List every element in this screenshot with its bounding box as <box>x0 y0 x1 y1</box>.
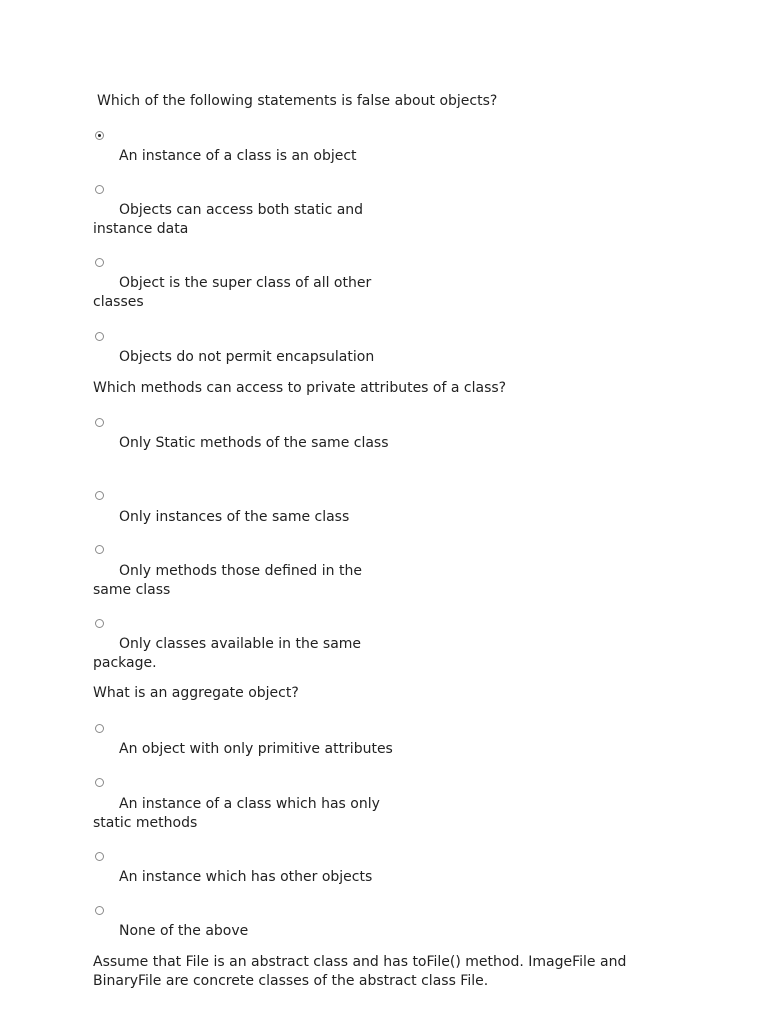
option-label: Objects do not permit encapsulation <box>119 349 375 365</box>
option-label: Object is the super class of all other classes <box>93 275 372 310</box>
radio-button[interactable] <box>95 418 104 427</box>
radio-button[interactable] <box>95 906 104 915</box>
option-label: An instance which has other objects <box>119 869 373 885</box>
option-label: Only classes available in the same package. <box>93 636 362 671</box>
radio-button[interactable] <box>95 724 104 733</box>
radio-button[interactable] <box>95 185 104 194</box>
radio-button-selected[interactable] <box>95 131 104 140</box>
radio-button[interactable] <box>95 778 104 787</box>
radio-button[interactable] <box>95 258 104 267</box>
option-label: An object with only primitive attributes <box>119 741 393 757</box>
option-label: An instance of a class which has only static methods <box>93 796 380 831</box>
question-4-text: Assume that File is an abstract class and has toFile() method. ImageFile and BinaryFile are concrete classes of the abstract class File. <box>93 954 627 989</box>
option-label: Only methods those defined in the same class <box>93 563 362 598</box>
option-label: Only Static methods of the same class <box>119 435 389 451</box>
question-2-text: Which methods can access to private attributes of a class? <box>93 380 507 396</box>
radio-button[interactable] <box>95 852 104 861</box>
radio-button[interactable] <box>95 332 104 341</box>
question-3-text: What is an aggregate object? <box>93 685 299 701</box>
option-label: Objects can access both static and instance data <box>93 202 364 237</box>
radio-button[interactable] <box>95 619 104 628</box>
option-label: An instance of a class is an object <box>119 148 357 164</box>
option-label: Only instances of the same class <box>119 509 350 525</box>
radio-button[interactable] <box>95 545 104 554</box>
radio-button[interactable] <box>95 491 104 500</box>
question-1-text: Which of the following statements is false about objects? <box>97 93 498 109</box>
option-label: None of the above <box>119 923 249 939</box>
